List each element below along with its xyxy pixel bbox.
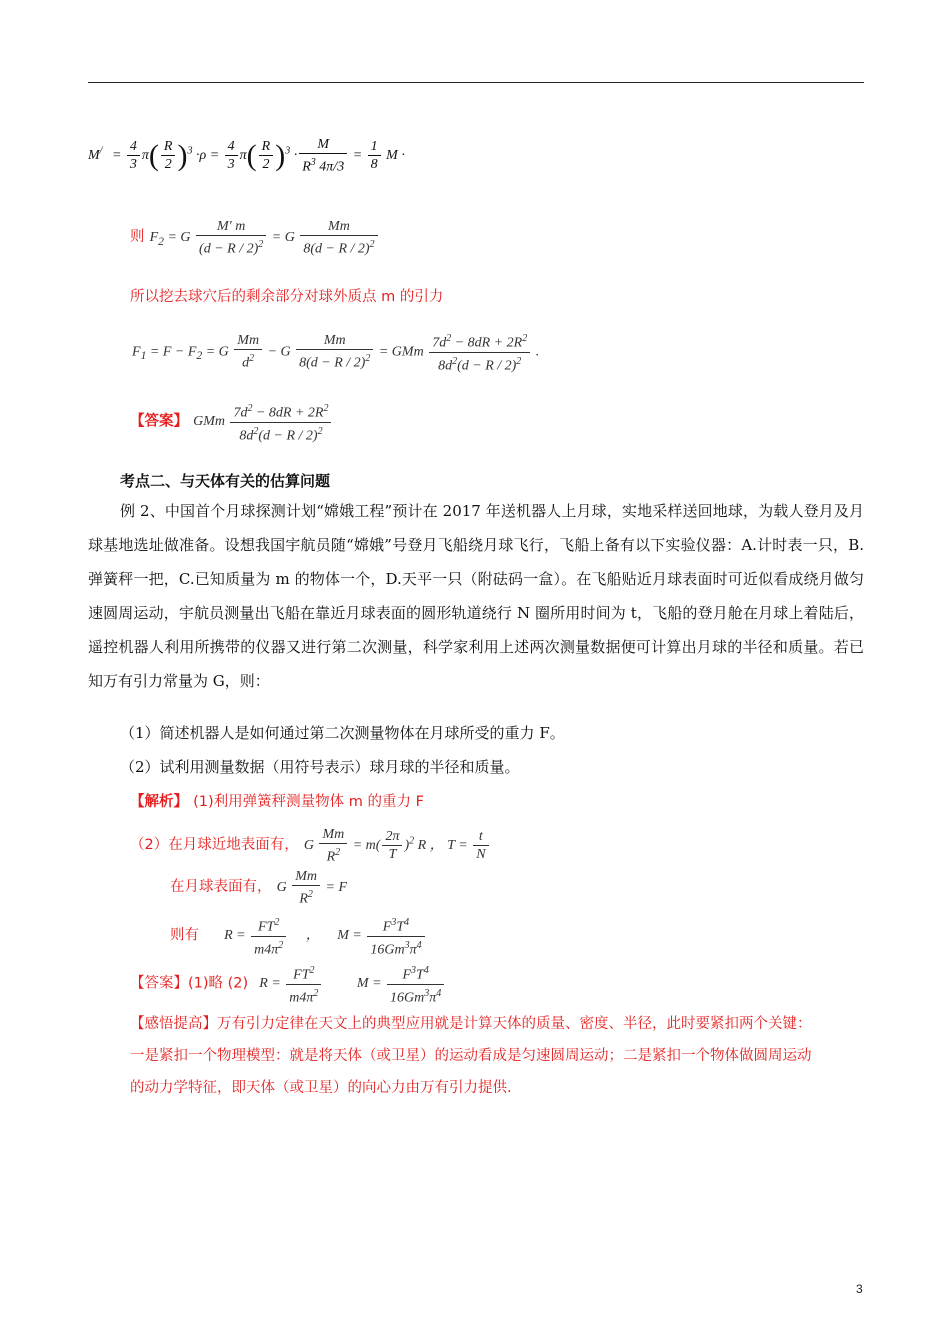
question-1: （1）简述机器人是如何通过第二次测量物体在月球所受的重力 F。 — [120, 724, 565, 742]
answer-2: 【答案】(1)略 (2) R = $\frac{FT^2}{m4\pi^2}$ M = $\frac{F^3T^4}{16Gm^3\pi^4}$ — [130, 962, 446, 1006]
analysis-2: （2）在月球近地表面有， G $\frac{Mm}{R^2}$ = m( $\frac{2\pi}{T}$ )$^2$ R ， T = $\frac{t}{N}$ — [130, 826, 491, 866]
analysis-1: 【解析】 (1)利用弹簧秤测量物体 m 的重力 F — [130, 794, 424, 810]
question-2: （2）试利用测量数据（用符号表示）球月球的半径和质量。 — [120, 758, 520, 776]
example-paragraph: 例 2、中国首个月球探测计划“嫦娥工程”预计在 2017 年送机器人上月球，实地采样送回地球，为载人登月及月球基地选址做准备。设想我国宇航员随“嫦娥”号登月飞船绕月球飞行，飞船上备有以下实验仪器：A.计时表一只，B.弹簧秤一把，C.已知质量为 m 的物体一个，D.天平一只（附砝码一盒）。在飞船贴近月球表面时可近似看成绕月做匀速圆周运动，宇航员测量出飞船在靠近月球表面的圆形轨道绕行 N 圈所用时间为 t，飞船的登月舱在月球上着陆后，遥控机器人利用所携带的仪器又进行第二次测量，科学家利用上述两次测量数据便可计算出月球的半径和质量。若已知万有引力常量为 G，则： — [88, 502, 864, 690]
page-number: 3 — [856, 1282, 863, 1296]
then-equation: 则有 R = $\frac{FT^2}{m4\pi^2}$ ， M = $\frac{F^3T^4}{16Gm^3\pi^4}$ — [170, 914, 427, 958]
equation-m-prime: M/ = $\frac{4}{3}$ π( $\frac{R}{2}$ )$^3$ ·ρ = $\frac{4}{3}$ π( $\frac{R}{2}$ )$^3$ · $\frac{M}{R^3 4\pi/3}$ = $\frac{1}{8}$ M · — [88, 137, 405, 175]
remainder-line: 所以挖去球穴后的剩余部分对球外质点 m 的引力 — [130, 289, 444, 305]
equation-f2: 则 $F_2 = G$ $\frac{M' m}{(d - R / 2)^2}$ = G $\frac{Mm}{8(d - R / 2)^2}$ — [130, 218, 380, 258]
answer-1: 【答案】 GMm $\frac{7d^2 - 8dR + 2R^2}{8d^2(d - R / 2)^2}$ — [130, 400, 333, 444]
header-rule — [88, 82, 864, 83]
equation-f1: $F_1 = F - F_2 = G$ $\frac{Mm}{d^2}$ − G $\frac{Mm}{8(d - R / 2)^2}$ = GMm $\frac{7d^2 - 8dR + 2R^2}{8d^2(d - R / 2)^2}$ . — [132, 330, 539, 374]
surface-equation: 在月球表面有， G $\frac{Mm}{R^2}$ = F — [170, 869, 347, 907]
section-heading: 考点二、与天体有关的估算问题 — [120, 472, 331, 490]
insight-paragraph: 【感悟提高】万有引力定律在天文上的典型应用就是计算天体的质量、密度、半径，此时要紧扣两个关键：一是紧扣一个物理模型：就是将天体（或卫星）的运动看成是匀速圆周运动；二是紧扣一个物体做圆周运动的动力学特征，即天体（或卫星）的向心力由万有引力提供. — [130, 1016, 812, 1096]
